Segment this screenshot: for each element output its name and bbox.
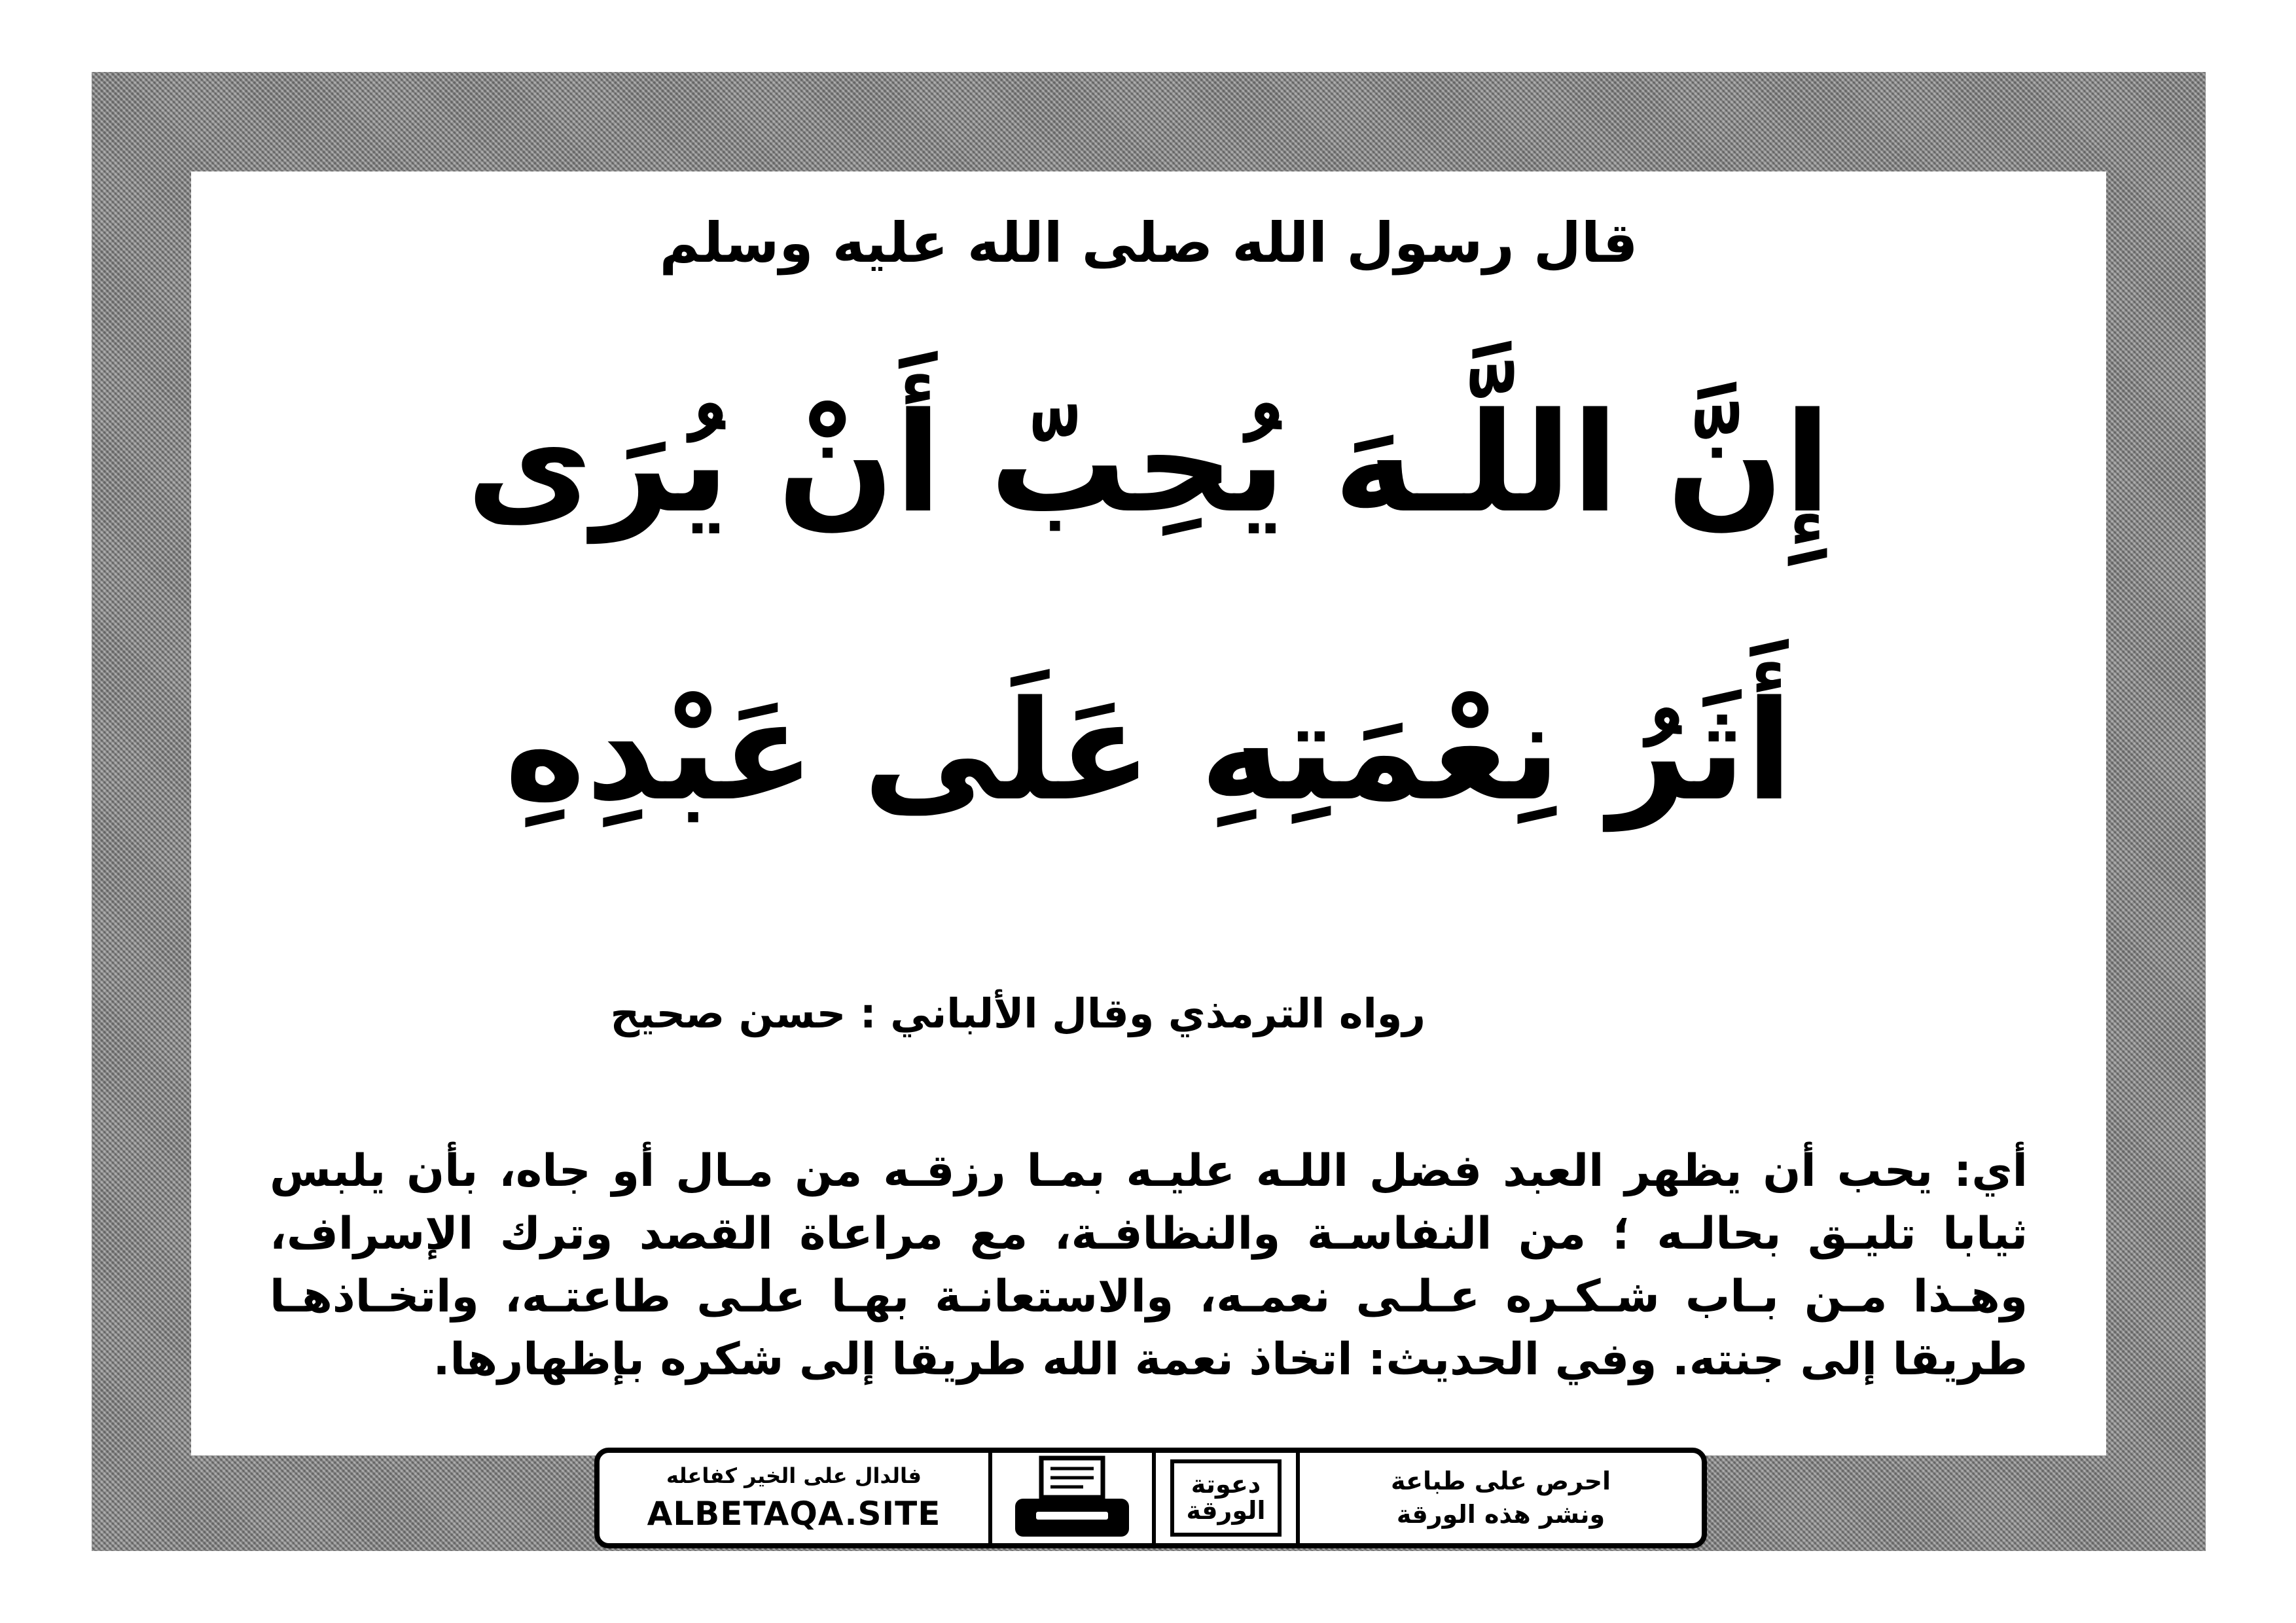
dawa-logo <box>1156 1453 1300 1543</box>
outer-frame <box>92 72 2206 1551</box>
hadith-explanation: أي: يحب أن يظهر العبد فضل اللـه عليـه بمـا رزقـه من مـال أو جاه، بأن يلبس ثيابا تليـق بحالـه ؛ من النفاسـة والنظافـة، مع مراعاة القصد وترك الإسراف، وهـذا مـن بـاب شـكـره عـلـى نعمـه، والاستعانـة بهـا علـى طاعتـه، واتخـاذهـا طريقا إلى جنته. وفي الحديث: اتخاذ نعمة الله طريقا إلى شكره بإظهارها. <box>270 1145 2028 1385</box>
footer-tagline: فالدال على الخير كفاعله <box>666 1463 922 1488</box>
logo-word-top: دعوتة <box>1191 1470 1261 1499</box>
hadith-source: رواه الترمذي وقال الألباني : حسن صحيح <box>610 990 1426 1037</box>
content-card <box>191 171 2106 1455</box>
footer-cta-block <box>1300 1453 1702 1543</box>
footer-cta-line-2: ونشر هذه الورقة <box>1396 1500 1605 1529</box>
footer-site-link[interactable]: ALBETAQA.SITE <box>647 1495 941 1533</box>
hadith-text-line-2: أَثَرُ نِعْمَتِهِ عَلَى عَبْدِهِ <box>504 671 1793 831</box>
footer-site-block <box>600 1453 992 1543</box>
footer-cta-line-1: احرص على طباعة <box>1390 1466 1611 1495</box>
printer-icon-graphic <box>1010 1455 1134 1541</box>
hadith-text-line-1: إِنَّ اللَّـهَ يُحِبّ أَنْ يُرَى <box>466 383 1831 543</box>
hadith-intro: قال رسول الله صلى الله عليه وسلم <box>659 211 1638 275</box>
printer-icon <box>992 1453 1156 1543</box>
footer-banner <box>594 1448 1707 1548</box>
logo-word-bottom: الورقة <box>1186 1496 1266 1525</box>
logo-box <box>1170 1459 1282 1537</box>
